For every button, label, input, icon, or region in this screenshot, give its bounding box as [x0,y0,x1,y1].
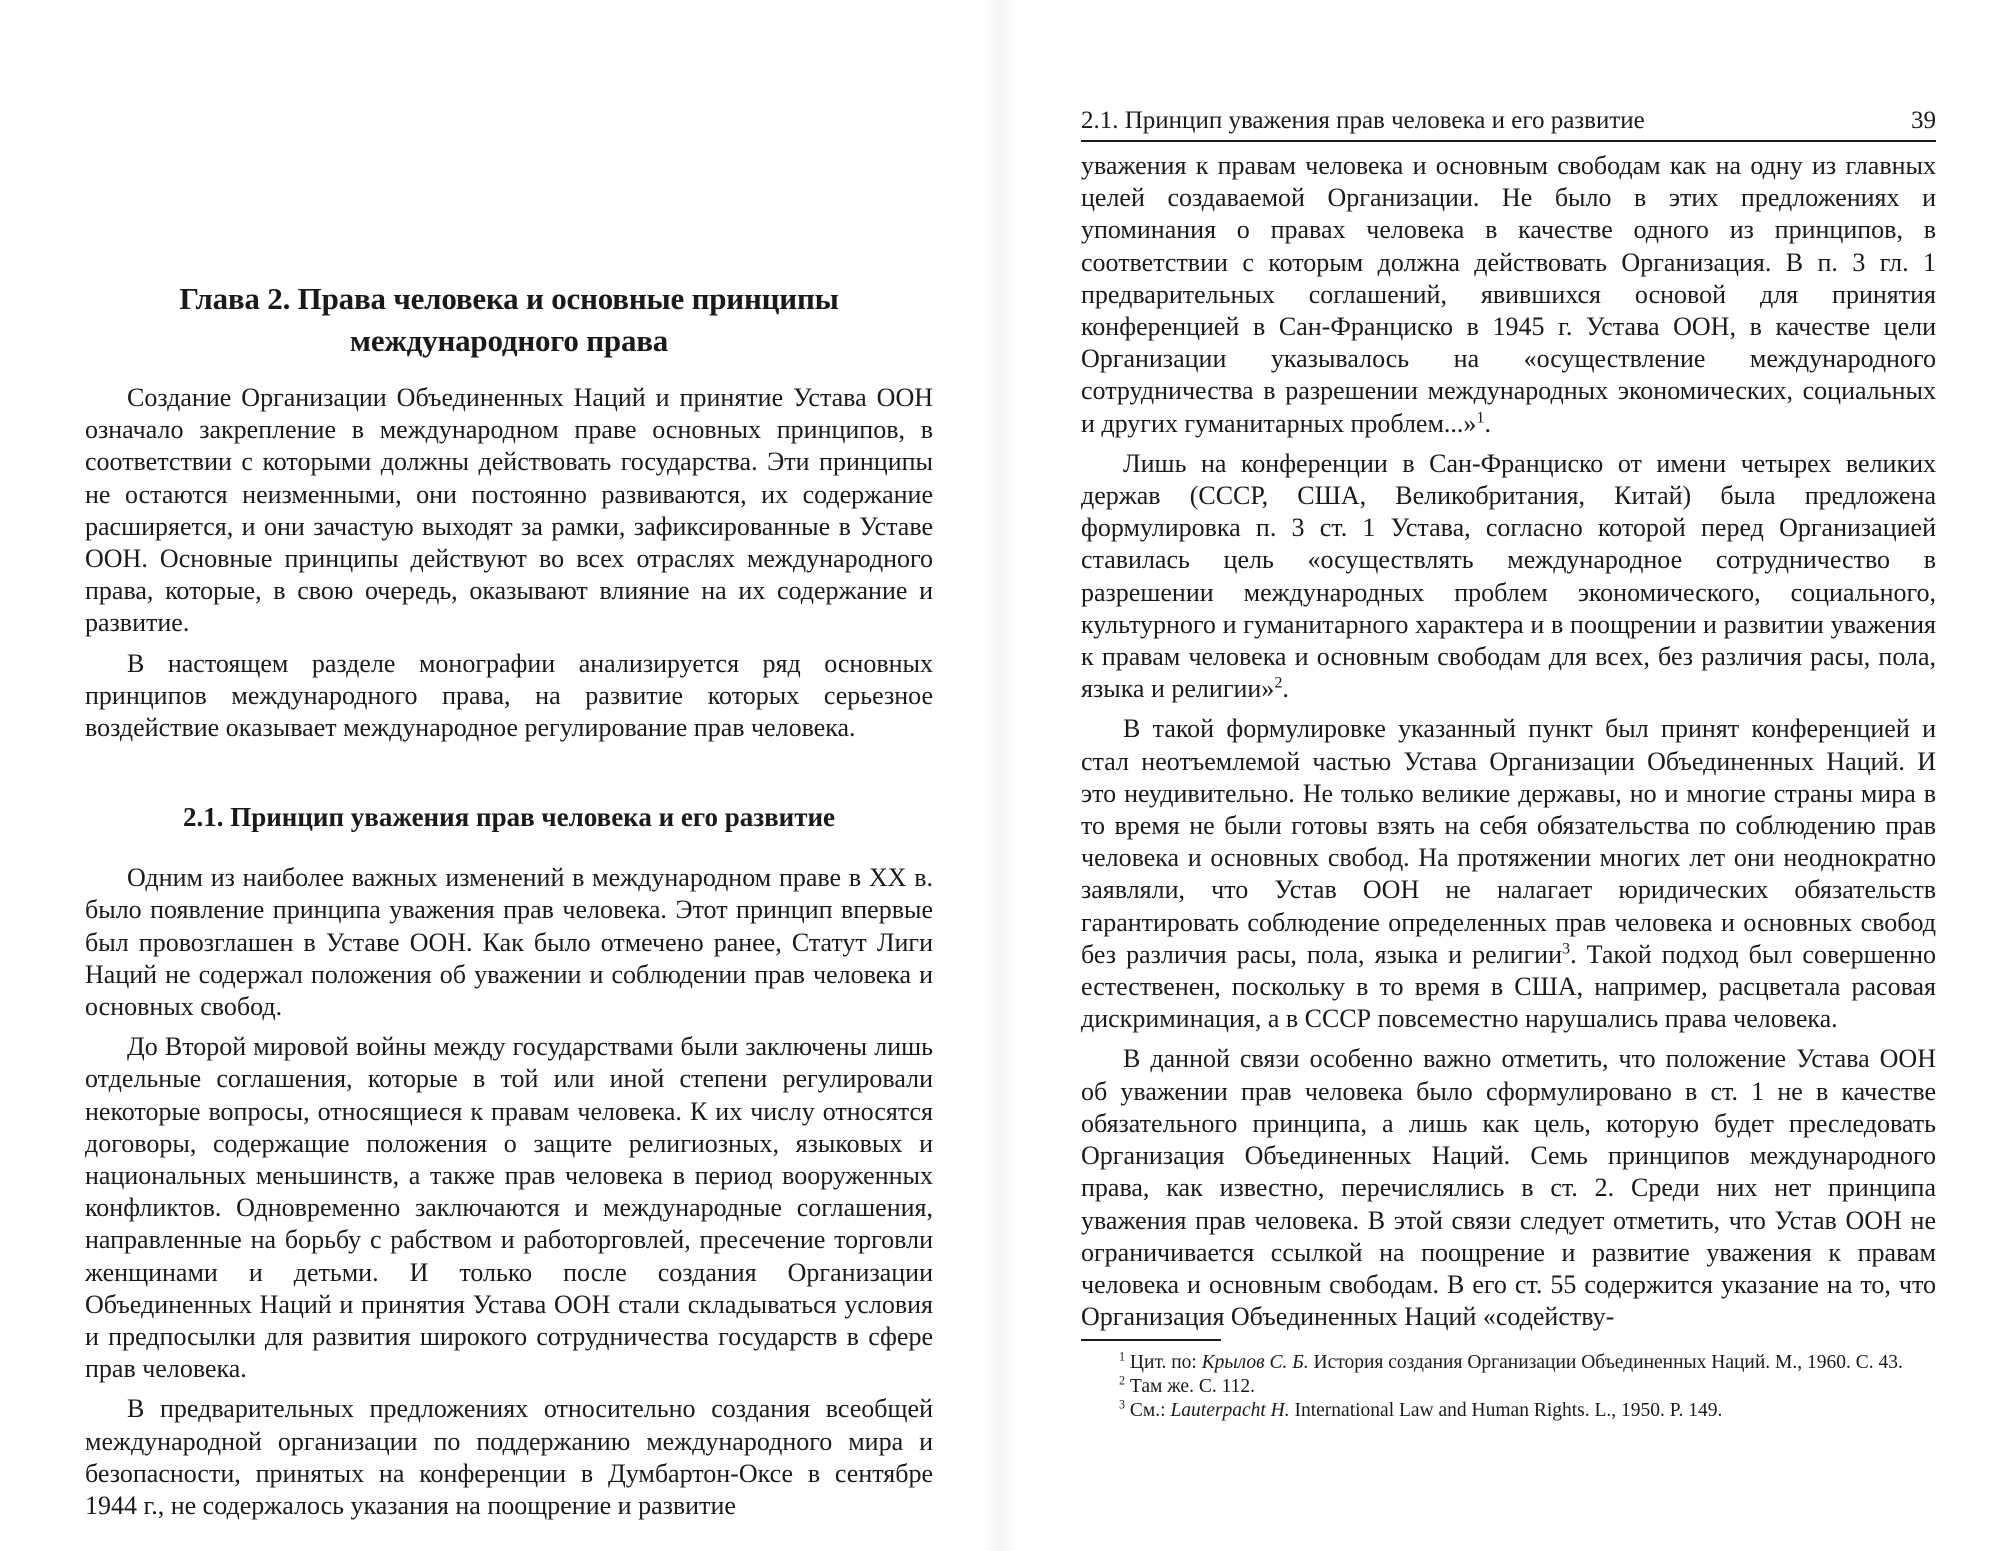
page-number: 39 [1911,107,1936,134]
footnote-text: Там же. С. 112. [1129,1376,1255,1398]
paragraph [1081,150,1936,440]
paragraph-text: . Такой подход был совершенно естественен, поскольку в то время в США, например, расцветала расовая дискриминация, а в СССР повсеместно нарушались права человека. [1081,939,1936,1034]
footnote [1081,1351,1936,1375]
paragraph-end: . [1484,408,1491,438]
right-page-text [1081,150,1936,1423]
paragraph: В предварительных предложениях относительно создания всеобщей международной организации по поддержанию международного мира и безопасности, принятых на конференции в Думбартон-Оксе в сентябре 1944 г., не содержалось указания на поощрение и развитие [85,1394,933,1521]
paragraph-text: уважения к правам человека и основным свободам как на одну из главных целей создаваемой Организации. Не было в этих предложениях и упоминания о правах человека в качестве одного из принципов, в соответствии с которым должна действовать Организация. В п. 3 гл. 1 предварительных соглашений, явившихся основой для принятия конференцией в Сан-Франциско в 1945 г. Устава ООН, в качестве цели Организации указывалось на «осуществление международного сотрудничества в разрешении международных экономических, социальных и других гуманитарных проблем...» [1081,151,1936,438]
footnote-number: 2 [1119,1373,1126,1388]
footnote-number: 3 [1119,1397,1126,1412]
chapter-title-line1: Глава 2. Права человека и основные принципы [179,281,839,316]
paragraph: До Второй мировой войны между государствами были заключены лишь отдельные соглашения, которые в той или иной степени регулировали некоторые вопросы, относящиеся к правам человека. К их числу относятся договоры, содержащие положения о защите религиозных, языковых и национальных меньшинств, а также прав человека в период вооруженных конфликтов. Одновременно заключаются и международные соглашения, направленные на борьбу с рабством и работорговлей, пресечение торговли женщинами и детьми. И только после создания Организации Объединенных Наций и принятия Устава ООН стали складываться условия и предпосылки для развития широкого сотрудничества государств в сфере прав человека. [85,1032,933,1384]
chapter-title-line2: международного права [349,323,669,358]
footnote-author: Крылов С. Б. [1201,1352,1309,1374]
footnote-prefix: См.: [1129,1400,1171,1422]
footnote-ref: 1 [1476,408,1485,426]
paragraph [1081,713,1936,1035]
paragraph: В настоящем разделе монографии анализируется ряд основных принципов международного права, на развитие которых серьезное воздействие оказывает международное регулирование прав человека. [85,648,933,743]
right-page [1000,0,2000,1551]
footnote-author: Lauterpacht H. [1170,1400,1290,1422]
section-title: 2.1. Принцип уважения прав человека и его развитие [182,802,836,833]
footnote-text: История создания Организации Объединенных Наций. М., 1960. С. 43. [1308,1352,1903,1374]
footnote-divider [1081,1339,1221,1341]
paragraph-text: В такой формулировке указанный пункт был принят конференцией и стал неотъемлемой частью Устава Организации Объединенных Наций. И это неудивительно. Не только великие державы, но и многие страны мира в то время не были готовы взять на себя обязательства по соблюдению прав человека и основных свобод. На протяжении многих лет они неоднократно заявляли, что Устав ООН не налагает юридических обязательств гарантировать соблюдение определенных прав человека и основных свобод без различия расы, пола, языка и религии [1081,714,1936,969]
chapter-title [85,278,933,362]
footnote-prefix: Цит. по: [1129,1352,1202,1374]
footnote [1081,1399,1936,1423]
footnote-ref: 3 [1562,940,1571,958]
footnote [1081,1375,1936,1399]
paragraph: Одним из наиболее важных изменений в международном праве в XX в. было появление принципа уважения прав человека. Этот принцип впервые был провозглашен в Уставе ООН. Как было отмечено ранее, Статут Лиги Наций не содержал положения об уважении и соблюдении прав человека и основных свобод. [85,863,933,1022]
paragraph-end: . [1282,674,1289,704]
footnote-number: 1 [1119,1349,1126,1364]
paragraph [1081,448,1936,706]
paragraph-text: Лишь на конференции в Сан-Франциско от имени четырех великих держав (СССР, США, Великобритания, Китай) была предложена формулировка п. 3 ст. 1 Устава, согласно которой перед Организацией ставилась цель «осуществлять международное сотрудничество в разрешении международных проблем экономического, социального, культурного и гуманитарного характера и в поощрении и развитии уважения к правам человека и основным свободам для всех, без различия расы, пола, языка и религии» [1081,448,1936,704]
footnote-text: International Law and Human Rights. L., 1950. P. 149. [1289,1400,1723,1422]
paragraph: В данной связи особенно важно отметить, что положение Устава ООН об уважении прав человека было сформулировано в ст. 1 не в качестве обязательного принципа, а лишь как цель, которую будет преследовать Организация Объединенных Наций. Семь принципов международного права, как известно, перечислялись в ст. 2. Среди них нет принципа уважения прав человека. В этой связи следует отметить, что Устав ООН не ограничивается ссылкой на поощрение и развитие уважения к правам человека и основным свободам. В его ст. 55 содержится указание на то, что Организация Объединенных Наций «содейству- [1081,1044,1936,1332]
paragraph: Создание Организации Объединенных Наций и принятие Устава ООН означало закрепление в международном праве основных принципов, в соответствии с которыми должны действовать государства. Эти принципы не остаются неизменными, они постоянно развиваются, их содержание расширяется, и они зачастую выходят за рамки, зафиксированные в Уставе ООН. Основные принципы действуют во всех отраслях международного права, которые, в свою очередь, оказывают влияние на их содержание и развитие. [85,383,933,638]
footnote-ref: 2 [1274,674,1283,692]
running-head-title: 2.1. Принцип уважения прав человека и его развитие [1081,107,1645,134]
left-page-text [85,278,933,1522]
